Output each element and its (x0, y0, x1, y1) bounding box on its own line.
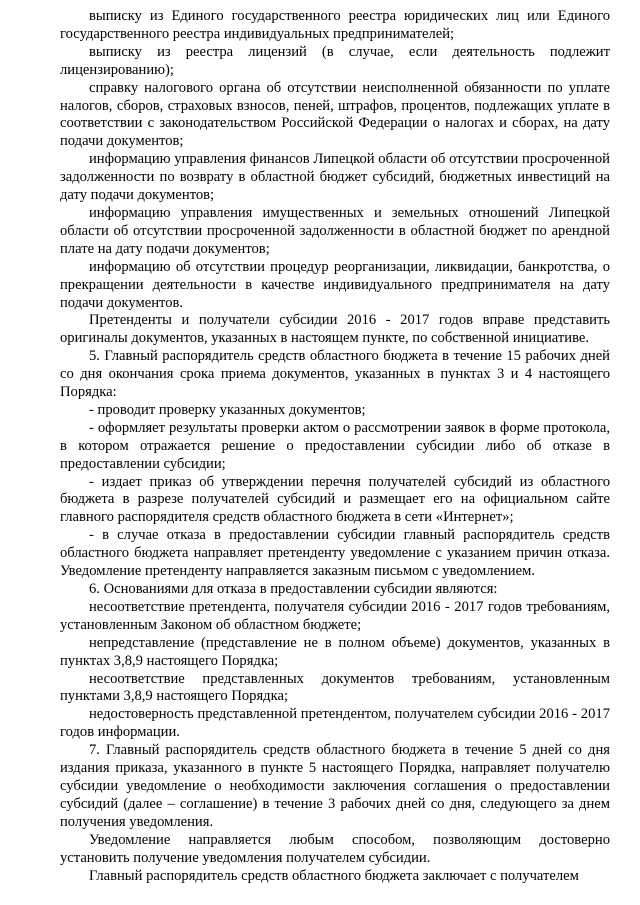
paragraph: недостоверность представленной претендентом, получателем субсидии 2016 - 2017 годов информации. (60, 706, 610, 741)
paragraph: - оформляет результаты проверки актом о рассмотрении заявок в форме протокола, в котором отражается решение о предоставлении субсидии либо об отказе в предоставлении субсидии; (60, 419, 610, 472)
paragraph: - проводит проверку указанных документов; (89, 401, 366, 418)
paragraph: несоответствие представленных документов требованиям, установленным пунктами 3,8,9 настоящего Порядка; (60, 670, 610, 705)
paragraph: Главный распорядитель средств областного бюджета заключает с получателем (89, 867, 579, 884)
paragraph: 5. Главный распорядитель средств областного бюджета в течение 15 рабочих дней со дня окончания срока приема документов, указанных в пунктах 3 и 4 настоящего Порядка: (60, 348, 610, 401)
paragraph: информацию об отсутствии процедур реорганизации, ликвидации, банкротства, о прекращении деятельности в качестве индивидуального предпринимателя на дату подачи документов. (60, 258, 610, 311)
paragraph: Уведомление направляется любым способом, позволяющим достоверно установить получение уведомления получателем субсидии. (60, 831, 610, 866)
paragraph: - издает приказ об утверждении перечня получателей субсидий из областного бюджета в разрезе получателей субсидий и размещает его на официальном сайте главного распорядителя средств областного бюджета в сети «Интернет»; (60, 473, 610, 526)
paragraph: выписку из реестра лицензий (в случае, если деятельность подлежит лицензированию); (60, 43, 610, 78)
paragraph: информацию управления финансов Липецкой области об отсутствии просроченной задолженности по возврату в областной бюджет субсидий, бюджетных инвестиций на дату подачи документов; (60, 151, 610, 204)
paragraph: информацию управления имущественных и земельных отношений Липецкой области об отсутствии просроченной задолженности в областной бюджет по арендной плате на дату подачи документов; (60, 204, 610, 257)
paragraph: 7. Главный распорядитель средств областного бюджета в течение 5 дней со дня издания приказа, указанного в пункте 5 настоящего Порядка, направляет получателю субсидии уведомление о необходимости заключения соглашения о предоставлении субсидий (далее – соглашение) в течение 3 рабочих дней со дня, следующего за днем получения уведомления. (60, 742, 610, 830)
paragraph: выписку из Единого государственного реестра юридических лиц или Единого государственного реестра индивидуальных предпринимателей; (60, 8, 610, 42)
paragraph: 6. Основаниями для отказа в предоставлении субсидии являются: (89, 581, 498, 597)
paragraph: несоответствие претендента, получателя субсидии 2016 - 2017 годов требованиям, установленным Законом об областном бюджете; (60, 598, 610, 633)
paragraph: - в случае отказа в предоставлении субсидии главный распорядитель средств областного бюджета направляет претенденту уведомление с указанием причин отказа. Уведомление претенденту направляется заказным письмом с уведомлением. (60, 527, 610, 580)
paragraph: непредставление (представление не в полном объеме) документов, указанных в пунктах 3,8,9 настоящего Порядка; (60, 634, 610, 669)
paragraph: справку налогового органа об отсутствии неисполненной обязанности по уплате налогов, сборов, страховых взносов, пеней, штрафов, процентов, подлежащих уплате в соответствии с законодательством Российской Федерации о налогах и сборах, на дату подачи документов; (60, 79, 610, 150)
paragraph: Претенденты и получатели субсидии 2016 - 2017 годов вправе представить оригиналы документов, указанных в настоящем пункте, по собственной инициативе. (60, 312, 610, 347)
